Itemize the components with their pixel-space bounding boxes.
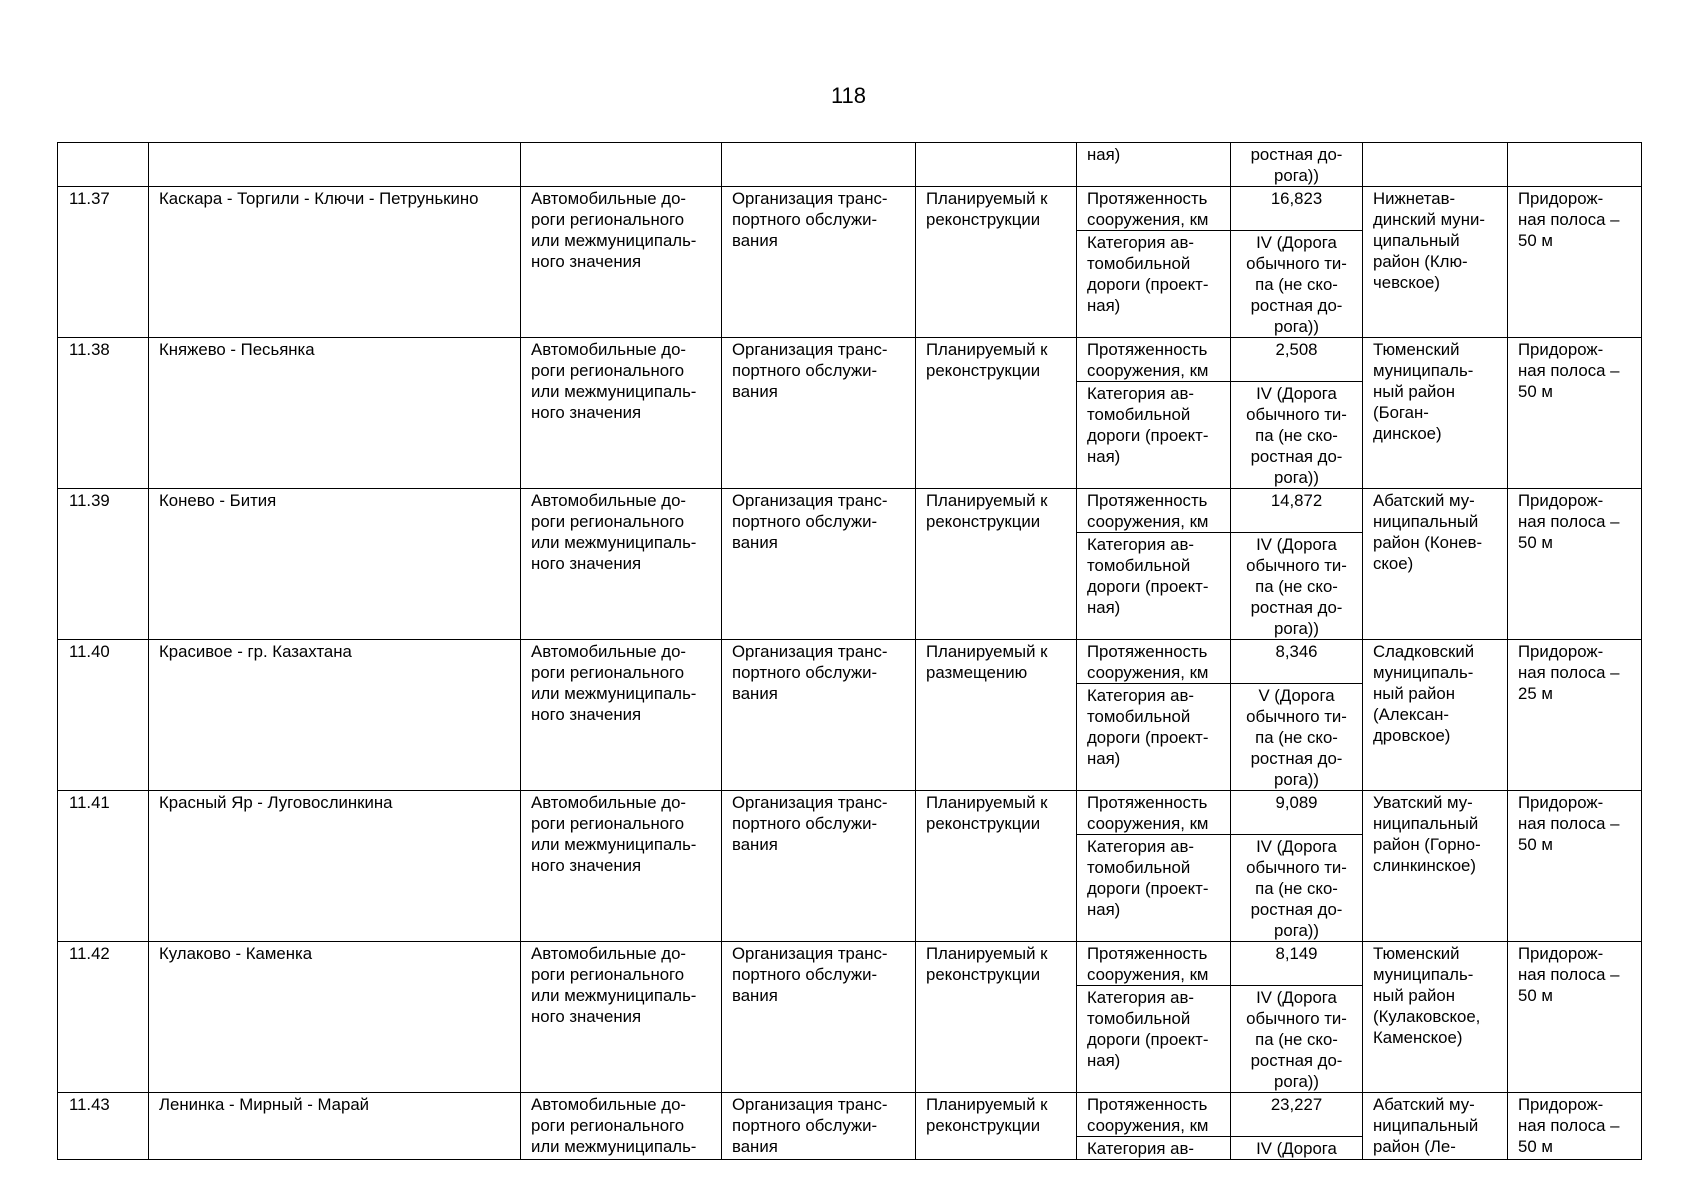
status-cell: Планируемый к реконструкции	[916, 187, 1077, 338]
purpose-cell: Организация транс- портного обслужи- вания	[722, 640, 916, 791]
param-name-cell: Протяженность сооружения, км	[1077, 338, 1231, 382]
num-cell: 11.41	[58, 791, 149, 942]
purpose-cell: Организация транс- портного обслужи- вания	[722, 1093, 916, 1160]
num-cell: 11.40	[58, 640, 149, 791]
status-cell: Планируемый к реконструкции	[916, 791, 1077, 942]
purpose-cell: Организация транс- портного обслужи- вания	[722, 187, 916, 338]
param-name-cell: Протяженность сооружения, км	[1077, 489, 1231, 533]
purpose-cell	[722, 143, 916, 187]
type-cell: Автомобильные до- роги регионального или межмуниципаль- ного значения	[521, 489, 722, 640]
param-name-cell: Протяженность сооружения, км	[1077, 942, 1231, 986]
zone-cell: Придорож- ная полоса – 50 м	[1508, 489, 1642, 640]
page-number: 118	[830, 83, 867, 108]
num-cell: 11.39	[58, 489, 149, 640]
param-name-cell: Категория ав- томобильной дороги (проект- ная)	[1077, 986, 1231, 1093]
param-name-cell: Протяженность сооружения, км	[1077, 791, 1231, 835]
zone-cell: Придорож- ная полоса – 50 м	[1508, 187, 1642, 338]
table-row	[58, 187, 1642, 231]
param-name-cell: Категория ав- томобильной дороги (проект- ная)	[1077, 533, 1231, 640]
num-cell: 11.38	[58, 338, 149, 489]
param-name-cell: Категория ав- томобильной дороги (проект- ная)	[1077, 382, 1231, 489]
type-cell: Автомобильные до- роги регионального или межмуниципаль- ного значения	[521, 640, 722, 791]
table-row	[58, 791, 1642, 835]
type-cell: Автомобильные до- роги регионального или межмуниципаль- ного значения	[521, 187, 722, 338]
location-cell: Абатский му- ниципальный район (Ле-	[1363, 1093, 1508, 1160]
zone-cell: Придорож- ная полоса – 50 м	[1508, 338, 1642, 489]
status-cell: Планируемый к размещению	[916, 640, 1077, 791]
name-cell: Конево - Бития	[149, 489, 521, 640]
num-cell: 11.42	[58, 942, 149, 1093]
status-cell: Планируемый к реконструкции	[916, 338, 1077, 489]
param-name-cell: Протяженность сооружения, км	[1077, 187, 1231, 231]
table-row	[58, 489, 1642, 533]
param-value-cell: V (Дорога обычного ти- па (не ско- ростная до- рога))	[1231, 684, 1363, 791]
param-value-cell: IV (Дорога обычного ти- па (не ско- ростная до- рога))	[1231, 382, 1363, 489]
name-cell	[149, 143, 521, 187]
param-name-cell: Протяженность сооружения, км	[1077, 1093, 1231, 1137]
name-cell: Княжево - Песьянка	[149, 338, 521, 489]
name-cell: Красный Яр - Луговослинкина	[149, 791, 521, 942]
location-cell: Уватский му- ниципальный район (Горно- слинкинское)	[1363, 791, 1508, 942]
param-value-cell: 8,346	[1231, 640, 1363, 684]
purpose-cell: Организация транс- портного обслужи- вания	[722, 489, 916, 640]
name-cell: Каскара - Торгили - Ключи - Петрунькино	[149, 187, 521, 338]
param-value-cell: IV (Дорога обычного ти- па (не ско- ростная до- рога))	[1231, 533, 1363, 640]
param-name-cell: Категория ав- томобильной дороги (проект- ная)	[1077, 684, 1231, 791]
zone-cell	[1508, 143, 1642, 187]
purpose-cell: Организация транс- портного обслужи- вания	[722, 791, 916, 942]
table-row	[58, 338, 1642, 382]
status-cell: Планируемый к реконструкции	[916, 489, 1077, 640]
status-cell: Планируемый к реконструкции	[916, 1093, 1077, 1160]
name-cell: Кулаково - Каменка	[149, 942, 521, 1093]
name-cell: Ленинка - Мирный - Марай	[149, 1093, 521, 1160]
param-name-cell: Категория ав- томобильной дороги (проект- ная)	[1077, 231, 1231, 338]
location-cell: Нижнетав- динский муни- ципальный район (Клю- чевское)	[1363, 187, 1508, 338]
table-body	[58, 143, 1642, 1160]
table-row	[58, 640, 1642, 684]
param-value-cell: 23,227	[1231, 1093, 1363, 1137]
value-cell: ростная до- рога))	[1231, 143, 1363, 187]
param-value-cell: IV (Дорога обычного ти- па (не ско- ростная до- рога))	[1231, 231, 1363, 338]
param-name-cell: Категория ав- томобильной дороги (проект- ная)	[1077, 835, 1231, 942]
param-cell: ная)	[1077, 143, 1231, 187]
table-row-continued	[58, 143, 1642, 187]
num-cell: 11.37	[58, 187, 149, 338]
param-value-cell: 9,089	[1231, 791, 1363, 835]
param-value-cell: IV (Дорога	[1231, 1137, 1363, 1160]
param-value-cell: IV (Дорога обычного ти- па (не ско- ростная до- рога))	[1231, 835, 1363, 942]
param-value-cell: 2,508	[1231, 338, 1363, 382]
zone-cell: Придорож- ная полоса – 50 м	[1508, 791, 1642, 942]
location-cell: Тюменский муниципаль- ный район (Кулаковское, Каменское)	[1363, 942, 1508, 1093]
param-value-cell: 16,823	[1231, 187, 1363, 231]
type-cell: Автомобильные до- роги регионального или межмуниципаль-	[521, 1093, 722, 1160]
purpose-cell: Организация транс- портного обслужи- вания	[722, 338, 916, 489]
location-cell: Тюменский муниципаль- ный район (Боган- динское)	[1363, 338, 1508, 489]
param-value-cell: 14,872	[1231, 489, 1363, 533]
name-cell: Красивое - гр. Казахтана	[149, 640, 521, 791]
table-row	[58, 1093, 1642, 1137]
zone-cell: Придорож- ная полоса – 50 м	[1508, 1093, 1642, 1160]
road-objects-table	[57, 142, 1642, 1160]
type-cell: Автомобильные до- роги регионального или межмуниципаль- ного значения	[521, 791, 722, 942]
purpose-cell: Организация транс- портного обслужи- вания	[722, 942, 916, 1093]
location-cell	[1363, 143, 1508, 187]
location-cell: Абатский му- ниципальный район (Конев- ское)	[1363, 489, 1508, 640]
type-cell	[521, 143, 722, 187]
type-cell: Автомобильные до- роги регионального или межмуниципаль- ного значения	[521, 338, 722, 489]
param-value-cell: 8,149	[1231, 942, 1363, 986]
zone-cell: Придорож- ная полоса – 25 м	[1508, 640, 1642, 791]
num-cell: 11.43	[58, 1093, 149, 1160]
zone-cell: Придорож- ная полоса – 50 м	[1508, 942, 1642, 1093]
status-cell: Планируемый к реконструкции	[916, 942, 1077, 1093]
param-name-cell: Категория ав-	[1077, 1137, 1231, 1160]
table-row	[58, 942, 1642, 986]
status-cell	[916, 143, 1077, 187]
num-cell	[58, 143, 149, 187]
location-cell: Сладковский муниципаль- ный район (Алексан- дровское)	[1363, 640, 1508, 791]
param-name-cell: Протяженность сооружения, км	[1077, 640, 1231, 684]
param-value-cell: IV (Дорога обычного ти- па (не ско- ростная до- рога))	[1231, 986, 1363, 1093]
type-cell: Автомобильные до- роги регионального или межмуниципаль- ного значения	[521, 942, 722, 1093]
